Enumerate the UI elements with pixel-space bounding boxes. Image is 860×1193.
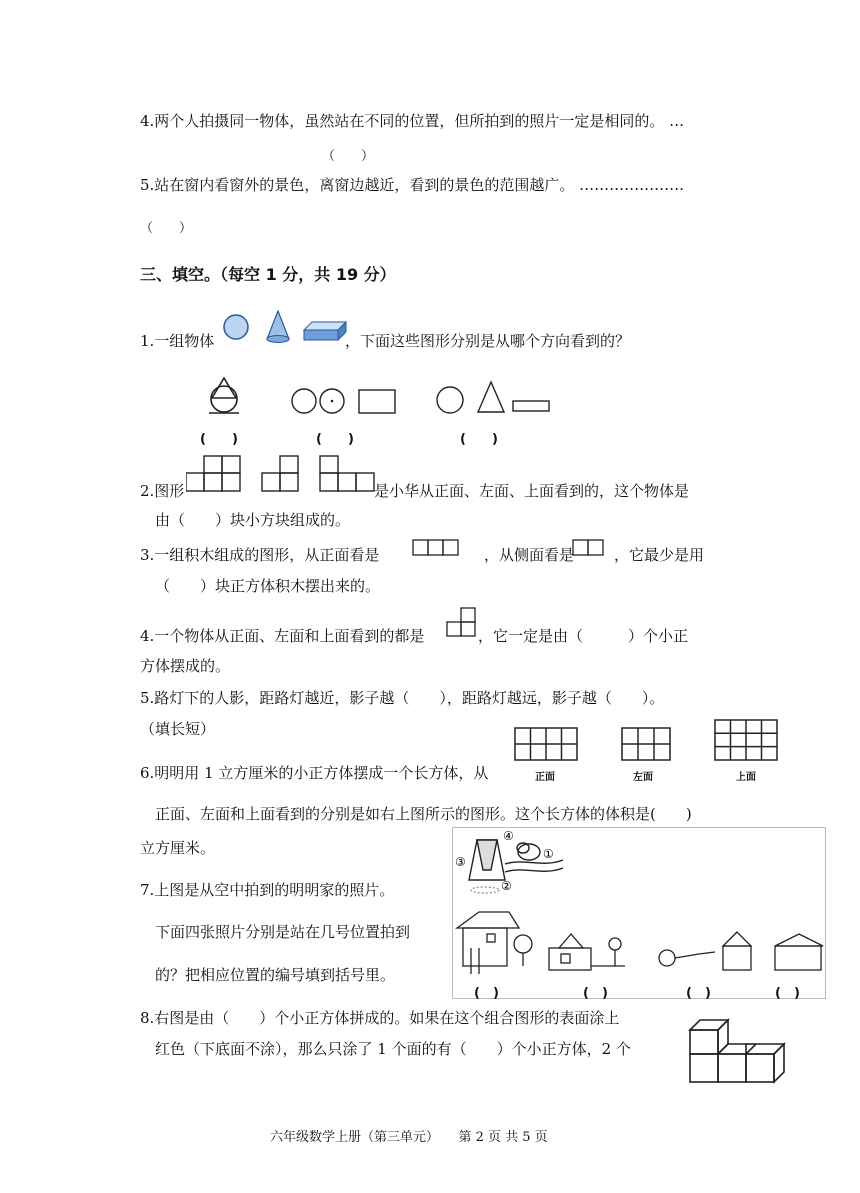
q6-label-front: 正面 (535, 772, 555, 783)
q3-side-view-figure (572, 539, 606, 557)
sphere-icon (224, 315, 248, 339)
q3-front-view-figure (412, 539, 460, 557)
q1-views-figure (195, 375, 565, 450)
cuboid-icon (304, 330, 338, 340)
q2-views-figure (186, 455, 376, 495)
cone-icon (267, 311, 289, 339)
judge-q4-paren: （ ） (322, 149, 375, 164)
q1-objects-image (220, 308, 350, 346)
q6-text-b: 正面、左面和上面看到的分别是如右上图所示的图形。这个长方体的体积是( ) (155, 805, 692, 823)
q7-text-c: 的？把相应位置的编号填到括号里。 (155, 966, 396, 984)
q4-view-figure (446, 606, 478, 638)
q3-text-d: （ ）块正方体积木摆出来的。 (155, 577, 381, 595)
q8-text-b: 红色（下底面不涂），那么只涂了 1 个面的有（ ）个小正方体，2 个 (155, 1040, 631, 1058)
q7-answer-paren-1: ( ) (474, 986, 499, 1001)
q4-text-a: 4.一个物体从正面、左面和上面看到的都是 (140, 627, 425, 645)
q7-aerial-and-photos (453, 828, 825, 998)
q1-text-a: 1.一组物体 (140, 332, 215, 350)
q7-text-a: 7.上图是从空中拍到的明明家的照片。 (140, 881, 395, 899)
q3-text-b: ，从侧面看是 (484, 546, 575, 564)
q5-text-b: （填长短） (140, 720, 216, 738)
page-footer: 六年级数学上册（第三单元） 第 2 页 共 5 页 (270, 1130, 548, 1145)
q7-answer-paren-2: ( ) (583, 986, 608, 1001)
q8-text-a: 8.右图是由（ ）个小正方体拼成的。如果在这个组合图形的表面涂上 (140, 1009, 620, 1027)
q7-num-2: ② (501, 879, 512, 893)
section-heading: 三、填空。（每空 1 分，共 19 分） (140, 265, 396, 284)
q3-text-a: 3.一组积木组成的图形，从正面看是 (140, 546, 380, 564)
q2-text-b: 是小华从正面、左面、上面看到的，这个物体是 (374, 482, 690, 500)
q6-label-top: 上面 (736, 772, 756, 783)
q8-cubes-figure (686, 1010, 802, 1086)
q2-text-a: 2.图形 (140, 482, 185, 500)
q4-text-b: ，它一定是由（ ）个小正 (478, 627, 689, 645)
q1-answer-paren-3: ( ) (460, 432, 498, 447)
judge-q5-text: 5.站在窗内看窗外的景色，离窗边越近，看到的景色的范围越广。 ………………… (140, 176, 685, 194)
q7-num-4: ④ (503, 829, 514, 843)
judge-q5-paren: （ ） (140, 221, 193, 236)
q2-text-c: 由（ ）块小方块组成的。 (155, 511, 351, 529)
q1-answer-paren-2: ( ) (316, 432, 354, 447)
q7-answer-paren-4: ( ) (775, 986, 800, 1001)
q5-text-a: 5.路灯下的人影，距路灯越近，影子越（ ），距路灯越远，影子越（ ）。 (140, 689, 665, 707)
q7-num-1: ① (543, 847, 554, 861)
q4-text-c: 方体摆成的。 (140, 657, 231, 675)
q7-photo-figure (452, 827, 826, 999)
q6-views-figure (512, 718, 782, 764)
q1-answer-paren-1: ( ) (200, 432, 238, 447)
q7-answer-paren-3: ( ) (686, 986, 711, 1001)
q6-text-c: 立方厘米。 (140, 839, 216, 857)
q1-text-b: ，下面这些图形分别是从哪个方向看到的？ (345, 332, 631, 350)
q7-text-b: 下面四张照片分别是站在几号位置拍到 (155, 923, 411, 941)
q7-num-3: ③ (455, 855, 466, 869)
q6-text-a: 6.明明用 1 立方厘米的小正方体摆成一个长方体，从 (140, 764, 489, 782)
q6-label-left: 左面 (633, 772, 653, 783)
q3-text-c: ，它最少是用 (614, 546, 705, 564)
judge-q4-text: 4.两个人拍摄同一物体，虽然站在不同的位置，但所拍到的照片一定是相同的。 … (140, 112, 685, 130)
